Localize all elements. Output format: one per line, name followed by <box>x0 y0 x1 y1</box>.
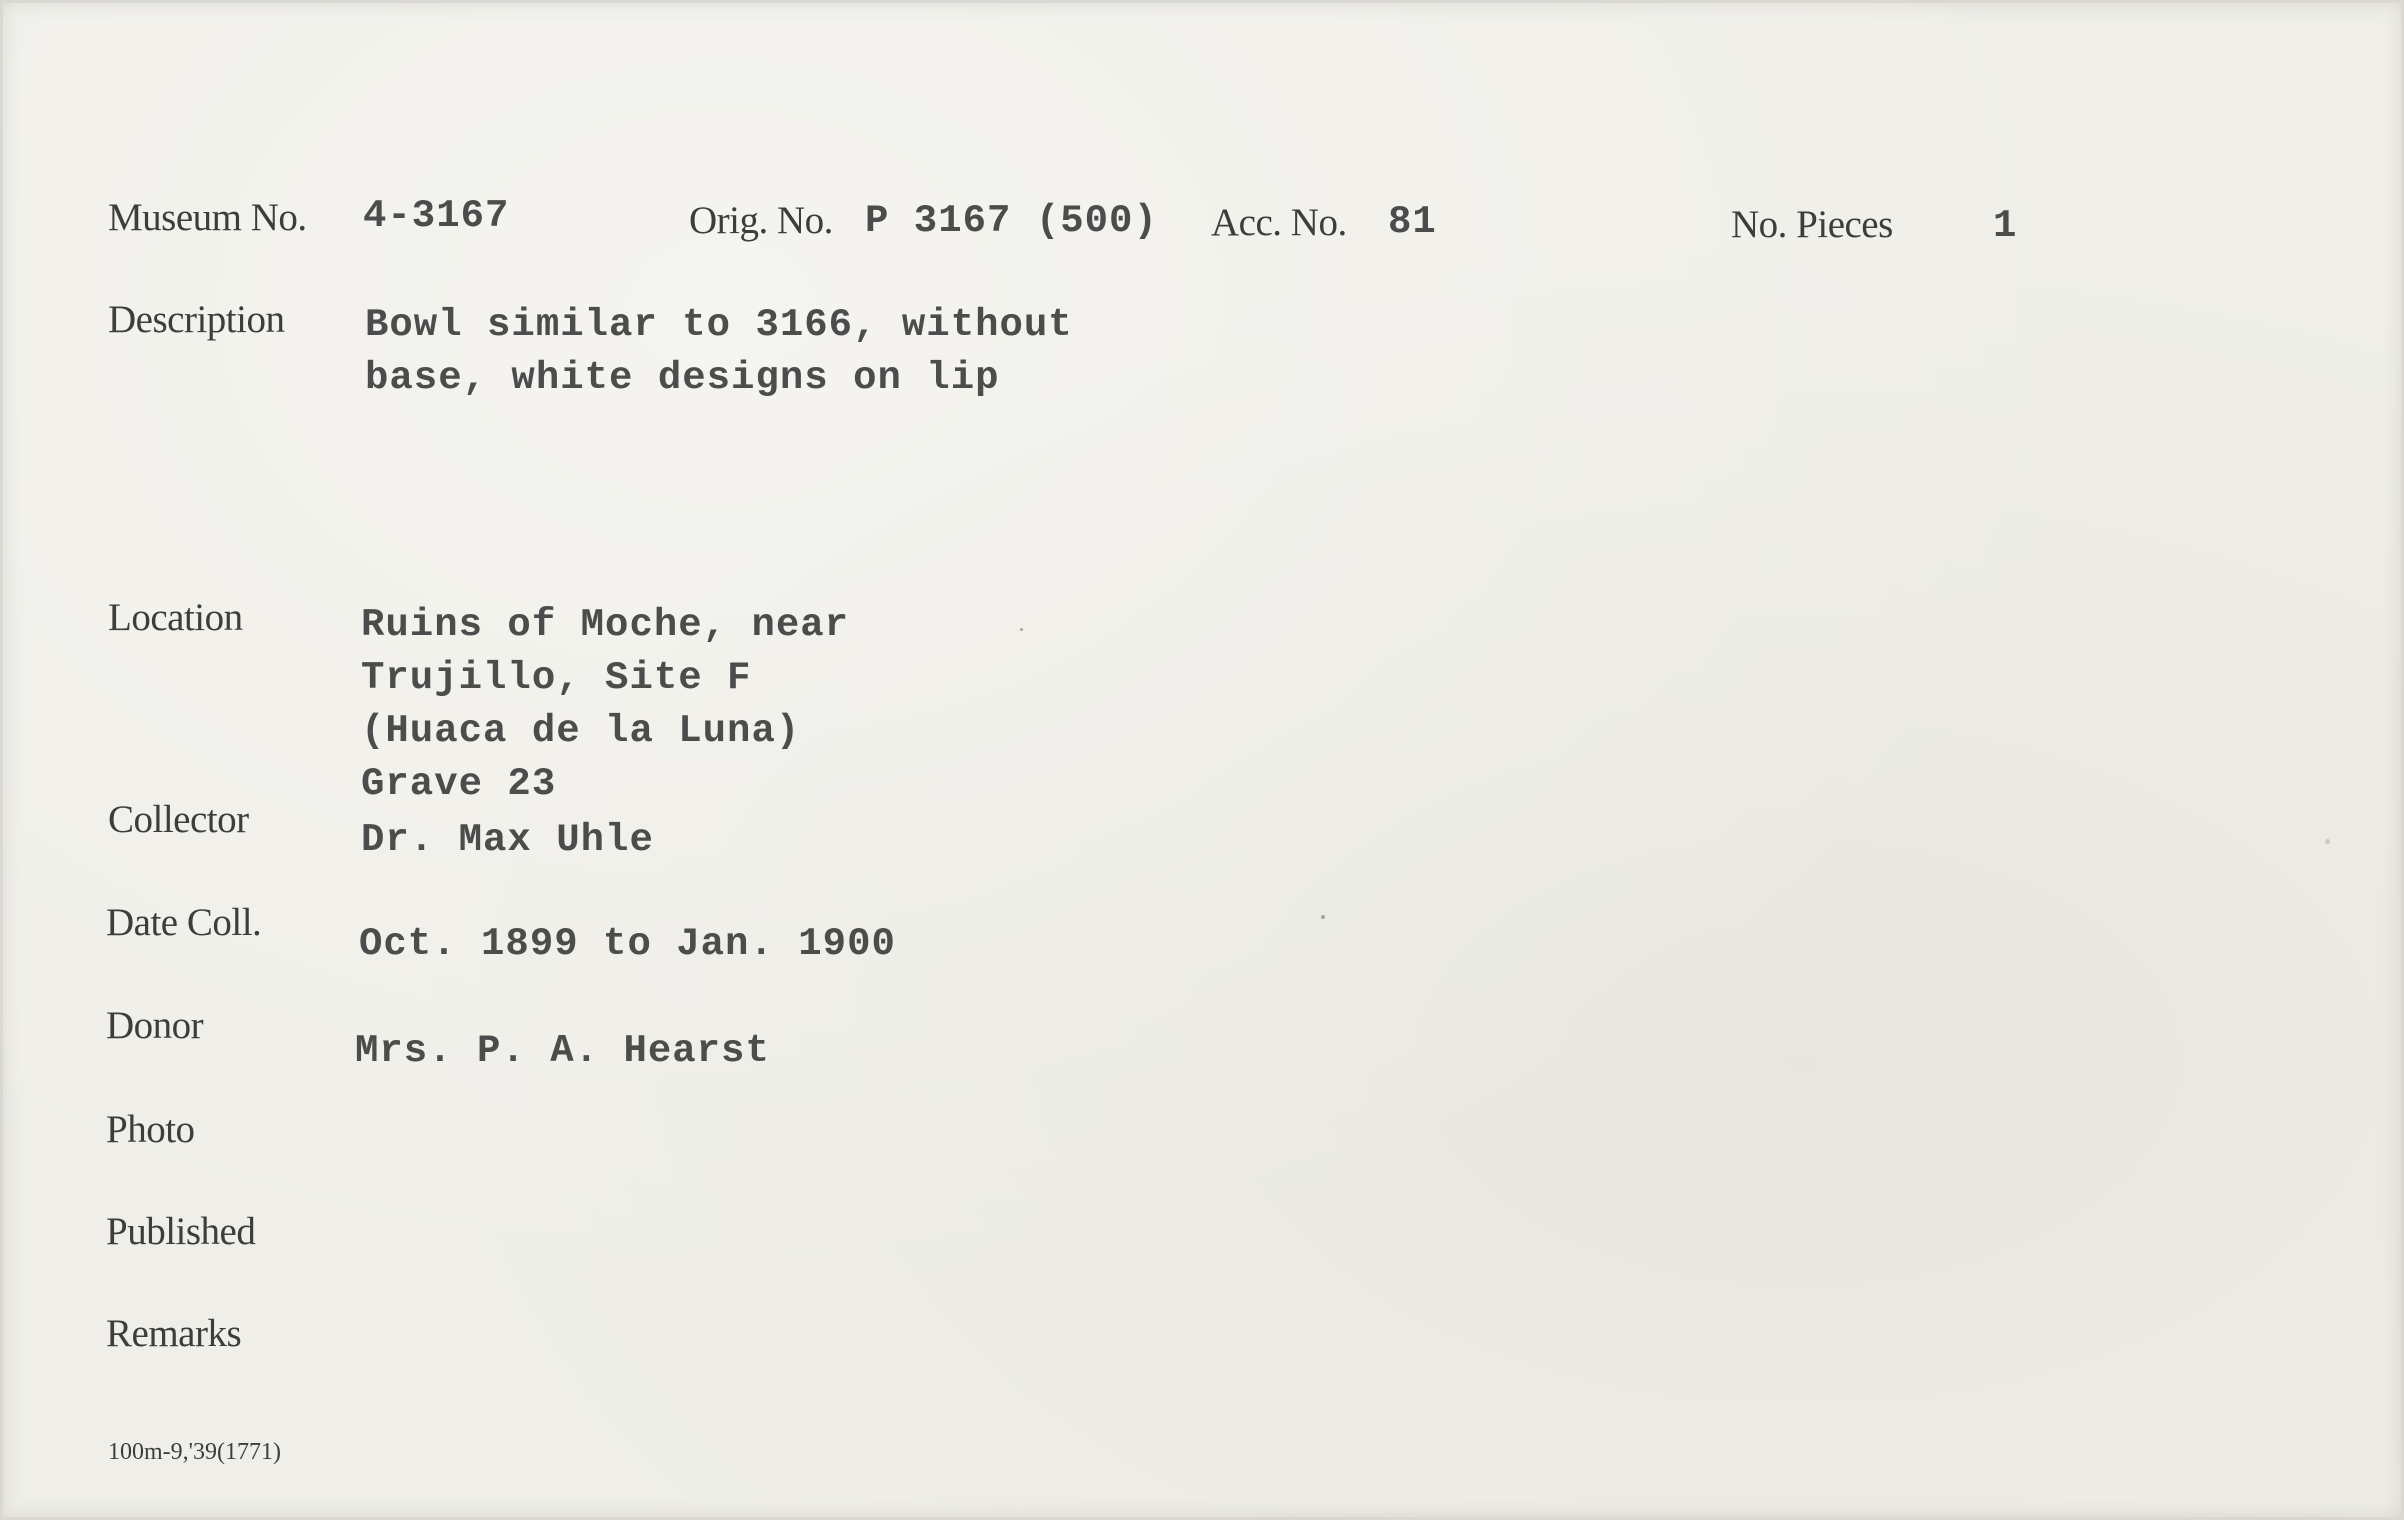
date-coll-label: Date Coll. <box>106 901 262 944</box>
museum-no-label: Museum No. <box>108 196 307 239</box>
orig-no-value: P 3167 (500) <box>865 199 1158 243</box>
remarks-label: Remarks <box>106 1312 242 1355</box>
location-line: Grave 23 <box>361 762 557 806</box>
catalog-card <box>3 3 2401 1517</box>
description-line: Bowl similar to 3166, without <box>365 303 1073 347</box>
collector-label: Collector <box>108 798 249 841</box>
donor-label: Donor <box>106 1004 204 1047</box>
description-label: Description <box>108 298 285 341</box>
photo-label: Photo <box>106 1108 195 1151</box>
donor-value: Mrs. P. A. Hearst <box>355 1029 770 1073</box>
location-line: (Huaca de la Luna) <box>361 709 801 753</box>
location-line: Trujillo, Site F <box>361 656 752 700</box>
orig-no-label: Orig. No. <box>689 199 833 242</box>
location-value <box>361 599 849 811</box>
acc-no-value: 81 <box>1388 200 1437 244</box>
location-line: Ruins of Moche, near <box>361 603 850 647</box>
collector-value: Dr. Max Uhle <box>361 818 654 862</box>
acc-no-label: Acc. No. <box>1211 201 1347 244</box>
museum-no-value: 4-3167 <box>363 194 510 238</box>
paper-speck <box>1020 628 1023 631</box>
paper-speck <box>1321 915 1325 919</box>
description-value <box>365 299 1073 405</box>
paper-speck <box>2325 839 2330 844</box>
date-coll-value: Oct. 1899 to Jan. 1900 <box>359 922 896 966</box>
no-pieces-label: No. Pieces <box>1731 203 1893 246</box>
published-label: Published <box>106 1210 256 1253</box>
description-line: base, white designs on lip <box>365 356 1000 400</box>
print-code: 100m-9,'39(1771) <box>108 1439 281 1465</box>
no-pieces-value: 1 <box>1993 204 2018 248</box>
location-label: Location <box>108 596 243 639</box>
